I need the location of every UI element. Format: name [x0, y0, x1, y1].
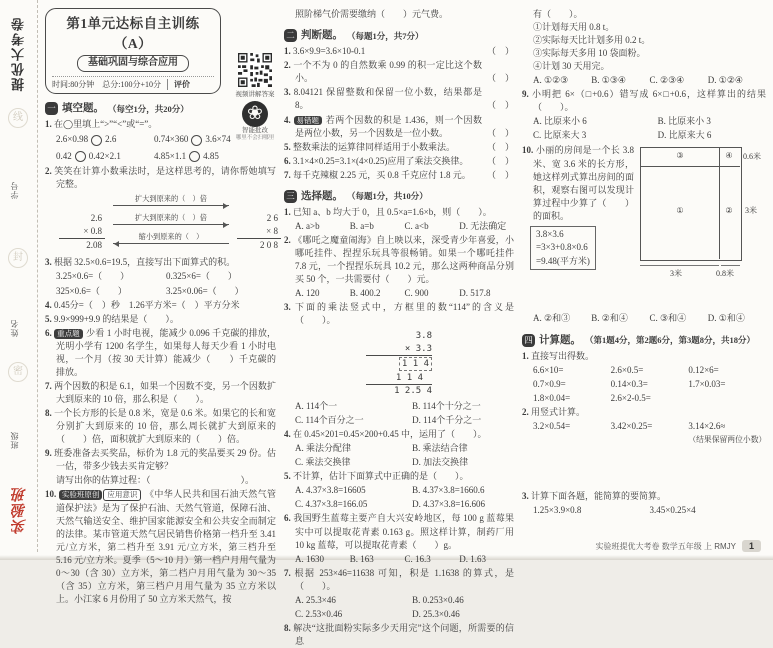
- q8-options: [522, 74, 766, 87]
- option: A. 25.3×46: [295, 594, 336, 605]
- fill-problem-9: [45, 447, 276, 473]
- error-prone-badge: 易错题: [294, 116, 323, 126]
- subsection-title: 计算下面各题，能简算的要简算。: [531, 491, 667, 502]
- multiplier: × 3.3: [366, 343, 432, 356]
- application-awareness-badge: 应用意识: [103, 489, 141, 501]
- problem-number: 2.: [284, 235, 291, 246]
- problem-text: 班委准备去买奖品，标价为 1.8 元的奖品要买 29 份。估一估，带多少钱去买肯定够？: [54, 448, 276, 472]
- oral-calc-row-2: [533, 378, 766, 391]
- statement: 每千克辣椒 2.25 元，买 0.8 千克应付 1.8 元。: [293, 169, 471, 180]
- section-score-info: （每题1分，共7分）: [347, 30, 424, 41]
- evaluation-label: 评价: [167, 79, 214, 91]
- problem-text: 小明把 6×（□+0.6）错写成 6×□+0.6，这样算出的结果（ ）。: [532, 89, 766, 113]
- problem-number: 1.: [284, 46, 291, 57]
- exam-title-block: [45, 8, 221, 94]
- problem-text: 9.9×999+9.9 的结果是（ ）。: [54, 313, 179, 324]
- option: D. 1.63: [459, 553, 486, 564]
- option: D. 114个千分之一: [412, 415, 482, 426]
- publisher-logo: 实验班: [12, 486, 28, 534]
- section-title: 选择题。: [301, 190, 343, 202]
- choice-q4: [284, 428, 514, 441]
- right-expr: 4.85: [203, 150, 219, 161]
- option: C. 比原来大 3: [533, 130, 587, 141]
- flower-stamp-icon: ❀: [242, 101, 268, 127]
- answer-parens: （ ）: [486, 73, 514, 84]
- room-area-diagram: [638, 143, 766, 311]
- option: C. 114个百分之一: [295, 415, 364, 426]
- problem-10-continuation: 照阶梯气价需要缴纳（ ）元气费。: [295, 9, 449, 19]
- option: A. ②和③: [533, 313, 571, 324]
- calc-line: =3×3+0.8×0.6: [536, 242, 588, 253]
- expression: 3.25×0.6=（ ）: [56, 270, 130, 281]
- q4-options: [284, 442, 514, 469]
- column-calc-row: [533, 420, 766, 433]
- judge-text: [284, 169, 482, 182]
- problem-number: 2.: [522, 406, 529, 417]
- statement: 若两个因数的积是 1.436，则一个因数是两位小数，另一个因数是一位小数。: [295, 114, 482, 138]
- option: A. 1630: [295, 553, 324, 564]
- judge-item-3: [284, 86, 514, 112]
- problem-number: 10.: [45, 489, 57, 500]
- q1-options: [284, 220, 514, 233]
- problem-number: 6.: [45, 327, 52, 338]
- region-1-label: ①: [676, 206, 684, 216]
- problem-number: 5.: [284, 141, 291, 152]
- answer-circle: [75, 151, 86, 162]
- name-field: [9, 288, 20, 337]
- column-left: [45, 8, 278, 604]
- arrow-column: [113, 195, 229, 252]
- statement: 一个不为 0 的自然数乘 0.99 的积一定比这个数小。: [293, 60, 482, 84]
- answer-parens: （ ）: [486, 141, 514, 152]
- answer-parens: （ ）: [486, 127, 514, 138]
- answer-parens: （ ）: [486, 46, 514, 57]
- dim-bottom-0-8m: 0.8米: [716, 269, 734, 279]
- expression: 1.7×0.03=: [688, 378, 726, 389]
- problem-text: 一个长方形的长是 0.8 米，宽是 0.6 米。如果它的长和宽分别扩大到原来的 10 倍，那么周长就扩大到原来的（ ）倍，面积就扩大到原来的（ ）倍。: [54, 408, 276, 445]
- fill-problem-6: [45, 327, 276, 379]
- statement: 3.1×4×0.25=3.1×(4×0.25)应用了乘法交换律。: [293, 155, 469, 166]
- choice-q2: [284, 234, 514, 286]
- scale-up-arrow: 扩大到原来的（ ）倍: [113, 214, 229, 225]
- choice-q1: [284, 206, 514, 219]
- column-middle: [284, 8, 515, 646]
- key-problem-badge: 重点题: [54, 329, 83, 339]
- section-title: 填空题。: [62, 103, 104, 115]
- class-field: [9, 400, 20, 449]
- seal-char-line: 线: [8, 108, 28, 128]
- problem-text: 下面的乘法竖式中，方框里的数“114”的含义是（ ）。: [295, 302, 514, 326]
- judge-text: [284, 141, 482, 154]
- option: D. 加法交换律: [412, 457, 469, 468]
- right-expr: 0.42×2.1: [88, 150, 121, 161]
- problem-number: 6.: [284, 155, 291, 166]
- problem-number: 2.: [45, 165, 52, 176]
- section-score-info: （第1题4分，第2题6分，第3题8分，共18分）: [585, 334, 756, 345]
- option: C. 900: [404, 288, 429, 299]
- fill-problem-5: [45, 313, 276, 326]
- stamp-microtext: 哪里不会扫哪里: [235, 134, 275, 141]
- option: B. 114个十分之一: [412, 401, 481, 412]
- dim-line-bottom-left: [640, 265, 719, 266]
- left-expr: 4.85×1.1: [154, 150, 187, 161]
- left-expr: 0.74×360: [154, 134, 189, 145]
- expression: 6.6×10=: [533, 364, 564, 375]
- qr-code-icon: [238, 53, 272, 87]
- fill-problem-10: [45, 488, 276, 605]
- option: A. 4.37×3.8=16605: [295, 485, 366, 496]
- expression: 1.8×0.04=: [533, 392, 571, 403]
- choice-q10: [522, 143, 766, 311]
- problem-number: 8.: [45, 408, 52, 419]
- option: D. ①②④: [707, 75, 743, 86]
- student-id-field: [9, 150, 20, 199]
- q9-options: [522, 115, 766, 142]
- integer-column: [237, 212, 281, 252]
- column-right: [522, 8, 766, 536]
- calc-sub2-title: [522, 406, 766, 419]
- answer-parens: （ ）: [486, 100, 514, 111]
- partial-product-boxed: [366, 356, 432, 372]
- problem-number: 3.: [522, 491, 529, 502]
- spacer: [688, 392, 766, 405]
- problem-text: 在◯里填上“>”“<”或“=”。: [54, 119, 158, 130]
- choice-q6: [284, 512, 514, 551]
- estimation-blank-line: 请写出你的估算过程：（ ）。: [56, 475, 255, 486]
- option: D. 4.37×3.8=16.606: [412, 499, 486, 510]
- option: A. 114个一: [295, 401, 338, 412]
- option: A. ①②③: [533, 75, 569, 86]
- option: D. ①和④: [707, 313, 745, 324]
- horizontal-divider: [640, 166, 740, 167]
- section-number-icon: 四: [522, 334, 535, 347]
- problem-number: 8.: [284, 622, 291, 633]
- compare-pair: [56, 150, 154, 163]
- boxed-114: 1 1 4: [399, 357, 432, 371]
- problem-text: 《哪吒之魔童闹海》自上映以来，深受青少年喜爱，小哪吒挂件、捏捏乐玩具等很畅销。如果一个哪吒挂件 7.8 元，一个捏捏乐玩具 10.2 元，那么这两种商品分别买 50 个，一共需要付（ ）元。: [293, 235, 514, 285]
- qr-caption: 视频讲解答案: [235, 91, 275, 99]
- option: C. ③和④: [649, 313, 687, 324]
- dim-0-6m: 0.6米: [743, 152, 761, 162]
- problem-number: 3.: [284, 87, 291, 98]
- derived-products: [56, 270, 276, 298]
- answer-circle: [189, 151, 200, 162]
- option: C. 2.53×0.46: [295, 608, 343, 619]
- problem-number: 3.: [284, 302, 291, 313]
- problem-number: 7.: [284, 567, 291, 578]
- option: A. 乘法分配律: [295, 443, 351, 454]
- scale-up-arrow: 扩大到原来的（ ）倍: [113, 195, 229, 206]
- problem-text: 两个因数的积是 6.1，如果一个因数不变，另一个因数扩大到原来的 10 倍，那么积是（ ）。: [54, 381, 276, 405]
- problem-text: 不计算，估计下面算式中正确的是（ ）。: [293, 471, 469, 482]
- judge-item-5: [284, 141, 514, 154]
- problem-number: 9.: [522, 89, 529, 100]
- factor-1: 2 6: [266, 212, 278, 223]
- unit-conversion: 1.26平方米=（ ）平方分米: [128, 299, 240, 310]
- problem-text: 我国野生蓝莓主要产自大兴安岭地区，每 100 g 蓝莓果实中可以提取花青素 0.163 g。照这样计算，制药厂用 10 kg 蓝莓，可以提取花青素（ ）g。: [293, 513, 514, 550]
- spacer: [533, 434, 611, 445]
- problem-text: 根据 32.5×0.6=19.5，直接写出下面算式的积。: [54, 256, 236, 267]
- problem-number: 1.: [522, 350, 529, 361]
- expression: 3.25×0.06=（ ）: [166, 285, 244, 296]
- oral-calc-row-1: [533, 364, 766, 377]
- judge-item-4: [284, 114, 514, 140]
- room-rectangle: [640, 147, 742, 261]
- page-number: 1: [742, 540, 761, 552]
- binding-margin-sidebar: [0, 0, 38, 552]
- subsection-title: 直接写出得数。: [531, 350, 595, 361]
- problem-number: 1.: [45, 119, 52, 130]
- option: D. 517.8: [459, 288, 491, 299]
- expression: 3.45×0.25×4: [649, 505, 696, 516]
- series-brand-vertical: 提优大考卷: [11, 16, 26, 91]
- simplify-calc-row: [533, 504, 766, 517]
- left-expr: 2.6×0.98: [56, 134, 89, 145]
- section-number-icon: 一: [45, 102, 58, 115]
- problem-number: 4.: [284, 429, 291, 440]
- rounding-note: （结果保留两位小数）: [688, 435, 767, 445]
- statement: 整数乘法的运算律同样适用于小数乘法。: [293, 141, 456, 152]
- option: A. 比原来小 6: [533, 116, 587, 127]
- expression: 2.6×2-0.5=: [610, 392, 651, 403]
- problem-text: 根据 253×46=11638 可知，积是 1.1638 的算式，是（ ）。: [294, 567, 514, 591]
- qr-block: [232, 53, 278, 99]
- area-calculation-box: [530, 226, 596, 271]
- q7-options: [284, 594, 514, 621]
- judge-item-2: [284, 59, 514, 85]
- seal-char-mi: 密: [8, 362, 28, 382]
- exam-subtitle: 基础巩固与综合应用: [77, 55, 189, 72]
- q6-options: [284, 553, 514, 566]
- option: B. ①③④: [591, 75, 626, 86]
- section-number-icon: 二: [284, 29, 297, 42]
- q10-text: [522, 144, 634, 222]
- problem-number: 3.: [45, 256, 52, 267]
- calc-sub1-title: [522, 350, 766, 363]
- statement: 3.6×9.9=3.6×10-0.1: [293, 46, 366, 57]
- problem-number: 5.: [45, 313, 52, 324]
- problem-number: 4.: [45, 299, 52, 310]
- expression: 0.14×0.3=: [610, 378, 648, 389]
- choice-q5: [284, 470, 514, 483]
- expression: 325×0.6=（ ）: [56, 285, 127, 296]
- name-label: 姓名: [10, 319, 19, 337]
- option: B. 4.37×3.8=1660.6: [412, 485, 485, 496]
- problem-text: 《中华人民共和国石油天然气管道保护法》是为了保护石油、天然气管道，保障石油、天然气输送安全、维护国家能源安全和公共安全而制定的法律。某市管道天然气居民销售价格第一档升至 3.41 元/立方米，第二档升至 3.91 元/立方米，第三档升至 5.16 元/立方米。夏季（5～10 月）第一档户月用气量为 0～30（含 30）立方米，第二档户月用气量为 30～35（含 35）立方米，第三档户月用气量为 35 立方米以上。小江家 6 月份用了 50 立方米天然气，按: [56, 489, 277, 604]
- factor-1: 2.6: [90, 212, 102, 223]
- q8-info-1: ①计划每天用 0.8 t。: [533, 22, 615, 33]
- calc-line: 3.8×3.6: [536, 228, 564, 239]
- option: B. a=b: [349, 221, 374, 231]
- calc-sub3-title: [522, 490, 766, 503]
- answer-circle: [191, 135, 202, 146]
- spacer: [611, 434, 689, 445]
- answer-circle: [91, 135, 102, 146]
- choice-q8-start: [284, 622, 514, 648]
- subsection-title: 用竖式计算。: [531, 406, 586, 417]
- section-title: 计算题。: [539, 334, 581, 346]
- product: 2.08: [86, 239, 102, 250]
- vertical-multiplication: [366, 330, 432, 397]
- option: B. 0.253×0.46: [412, 594, 464, 605]
- book-footer-text: 实验班提优大考卷 数学五年级 上 RMJY: [595, 541, 736, 551]
- judge-item-1: [284, 45, 514, 58]
- section-title: 判断题。: [301, 30, 343, 42]
- section-judge: [284, 28, 514, 43]
- judge-text: [284, 114, 482, 140]
- workspace: [522, 518, 766, 538]
- section-score-info: （每空1分，共20分）: [108, 103, 189, 114]
- option: C. 4.37×3.8=166.05: [295, 499, 368, 510]
- expression: 3.14×2.6≈: [688, 420, 726, 431]
- right-expr: 3.6×74: [205, 134, 231, 145]
- left-expr: 0.42: [56, 150, 72, 161]
- problem-number: 7.: [45, 381, 52, 392]
- seal-char-feng: 封: [8, 248, 28, 268]
- option: C. 16.3: [404, 553, 431, 564]
- product: 2 0 8: [260, 239, 278, 250]
- compare-pair: [154, 150, 252, 163]
- option: B. 比原来小 3: [657, 116, 711, 127]
- exam-title: 第1单元达标自主训练（A）: [66, 16, 200, 51]
- decimal-column: [59, 212, 105, 252]
- fill-problem-3: [45, 256, 276, 269]
- judge-text: [284, 155, 482, 168]
- answer-parens: （ ）: [486, 169, 514, 180]
- expression: 3.2×0.54=: [533, 420, 571, 431]
- choice-q7: [284, 567, 514, 593]
- expression: 1.25×3.9×0.8: [533, 505, 582, 516]
- workspace: [522, 445, 766, 489]
- smart-grading-stamp: [232, 101, 278, 141]
- option: C. a<b: [404, 221, 429, 231]
- dim-bottom-3m: 3米: [670, 269, 682, 279]
- judge-item-7: [284, 169, 514, 182]
- problem-text: 笑笑在计算小数乘法时，是这样思考的，请你帮她填写完整。: [54, 165, 276, 189]
- option: B. ②和④: [591, 313, 628, 324]
- judge-text: [284, 86, 482, 112]
- oral-calc-row-3: [533, 392, 766, 405]
- judge-item-6: [284, 155, 514, 168]
- original-problem-badge: 实验班原创: [59, 490, 103, 500]
- region-3-label: ③: [676, 151, 684, 161]
- problem-number: 5.: [284, 471, 291, 482]
- problem-text: 小丽的房间是一个长 3.8 米、宽 3.6 米的长方形，她这样列式算出房间的面积，观察右图可以发现计算过程中少算了（ ）的面积。: [533, 145, 634, 221]
- option: C. ②③④: [649, 75, 685, 86]
- problem-text: 已知 a、b 均大于 0，且 0.5×a=1.6×b，则（ ）。: [293, 206, 492, 217]
- option: D. 25.3×0.46: [412, 608, 460, 619]
- problem-number: 2.: [284, 60, 291, 71]
- vertical-divider: [719, 147, 720, 259]
- problem-number: 1.: [284, 206, 291, 217]
- problem-number: 4.: [284, 114, 291, 125]
- section-choice: [284, 189, 514, 204]
- choice-q3: [284, 301, 514, 327]
- exam-meta-row: [52, 76, 214, 91]
- dim-right-3m: 3米: [745, 206, 757, 216]
- problem-number: 9.: [45, 448, 52, 459]
- option: D. 无法确定: [459, 221, 507, 231]
- compare-pair: [56, 133, 154, 146]
- section-score-info: （每题1分，共10分）: [347, 191, 428, 202]
- partial-product-2: 1 1 4: [395, 372, 423, 383]
- factor-2: × 8: [237, 225, 281, 239]
- factor-2: × 0.8: [59, 225, 105, 239]
- problem-text: 少看 1 小时电视，能减少 0.096 千克碳的排放，光明小学有 1200 名学生，如果每人每天少看 1 小时电视，一个月（按 30 天计算）能减少（ ）千克碳的排放。: [56, 327, 277, 378]
- q5-options: [284, 484, 514, 511]
- answer-parens: （ ）: [486, 155, 514, 166]
- unit-conversion: 0.45分=（ ）秒: [54, 299, 120, 310]
- time-score-info: 时间:80分钟 总分:100分+10分: [52, 79, 161, 89]
- choice-q9: [522, 88, 766, 114]
- region-2-label: ②: [725, 206, 733, 216]
- region-4-label: ④: [725, 151, 733, 161]
- scale-down-arrow: 缩小到原来的（ ）: [113, 233, 229, 244]
- page-footer: [596, 540, 761, 552]
- q8-info-4: ④计划 30 天用完。: [533, 61, 610, 72]
- q10-options: [522, 312, 766, 325]
- q8-continuation: 有（ ）。: [533, 9, 583, 19]
- expression: 0.12×6=: [688, 364, 719, 375]
- option: D. 比原来大 6: [657, 130, 712, 141]
- q3-options: [284, 400, 514, 427]
- fill-problem-7: [45, 380, 276, 406]
- problem-text: 解决“这批面粉实际多少天用完”这个问题，所需要的信息: [293, 622, 515, 646]
- right-expr: 2.6: [105, 134, 117, 145]
- expression: 0.7×0.9=: [533, 378, 566, 389]
- expression: 0.325×6=（ ）: [166, 270, 237, 281]
- class-label: 班级: [10, 431, 19, 449]
- multiplicand: 3.8: [415, 331, 432, 342]
- option: B. 乘法结合律: [412, 443, 468, 454]
- calc-line: =9.48(平方米): [536, 255, 590, 266]
- section-calculation: [522, 333, 766, 348]
- student-id-label: 学号: [10, 181, 19, 199]
- fill-problem-8: [45, 407, 276, 446]
- statement: 8.04121 保留整数和保留一位小数，结果都是 8。: [293, 87, 482, 111]
- q2-options: [284, 287, 514, 300]
- column-calc-note-row: [533, 434, 766, 445]
- option: A. a>b: [295, 221, 320, 231]
- judge-text: [284, 45, 482, 58]
- q8-info-2: ②实际每天比计划多用 0.2 t。: [533, 35, 651, 46]
- q8-info-3: ③实际每天多用 10 袋面粉。: [533, 48, 646, 59]
- fill-problem-2: [45, 165, 276, 191]
- multiplication-arrow-diagram: [59, 195, 276, 252]
- stamp-caption: 智能批改: [242, 127, 268, 134]
- final-product: 1 2.5 4: [366, 384, 432, 397]
- dim-line-bottom-right: [721, 265, 740, 266]
- problem-number: 6.: [284, 513, 291, 524]
- expression: 2.6×0.5=: [610, 364, 644, 375]
- q10-text-and-calc: [522, 143, 634, 311]
- option: A. 120: [295, 288, 320, 299]
- problem-number: 10.: [522, 145, 534, 156]
- section-number-icon: 三: [284, 190, 297, 203]
- judge-text: [284, 59, 482, 85]
- problem-text: 在 0.45×201=0.45×200+0.45 中，运用了（ ）。: [293, 429, 487, 440]
- option: C. 乘法交换律: [295, 457, 351, 468]
- problem-number: 7.: [284, 169, 291, 180]
- option: B. 163: [349, 553, 374, 564]
- option: B. 400.2: [349, 288, 381, 299]
- expression: 3.42×0.25=: [610, 420, 653, 431]
- fill-problem-4: [45, 299, 276, 312]
